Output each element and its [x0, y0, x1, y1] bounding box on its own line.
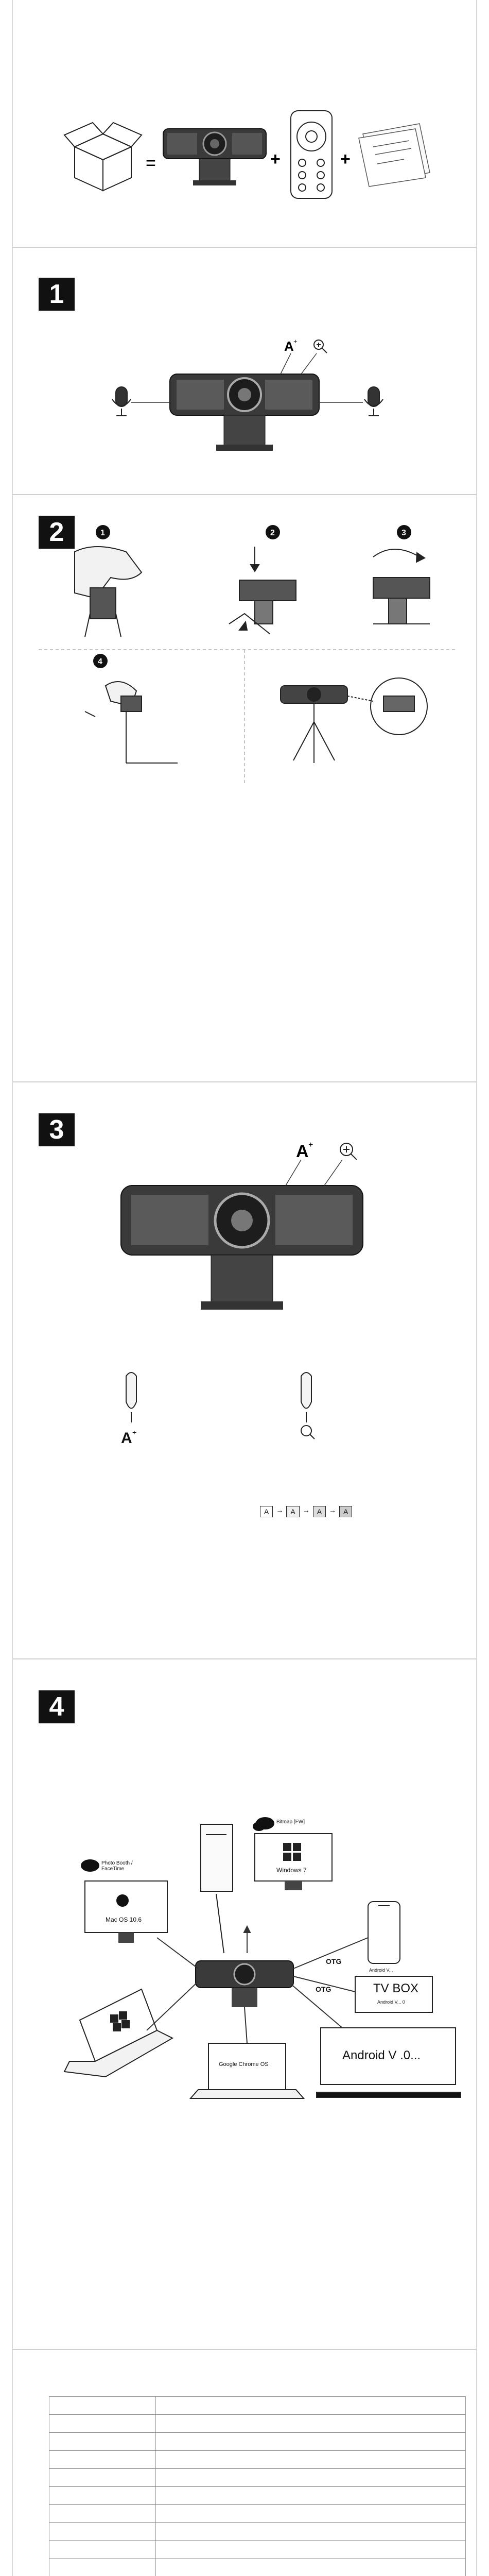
mac-monitor-icon [81, 1859, 167, 1943]
table-row [49, 2451, 466, 2469]
zoom-icon [314, 340, 327, 353]
mac-badge: Photo Booth / FaceTime [101, 1860, 133, 1872]
tvbox-sub: Android V... 0 [377, 1999, 405, 2005]
zoom-icon-2 [340, 1143, 357, 1160]
table-row [49, 2487, 466, 2505]
phone-label: Android V... [369, 1968, 393, 1973]
zoom-level-1: A [260, 1506, 273, 1517]
finger-press-autofocus [121, 1372, 136, 1447]
mac-label: Mac OS 10.6 [106, 1916, 142, 1923]
table-row [49, 2415, 466, 2433]
step-badge-4 [93, 654, 108, 668]
webcam-icon-controls [121, 1185, 363, 1310]
specifications-panel [12, 2349, 477, 2576]
android-tv-label: Android V .0... [342, 2048, 421, 2062]
specifications-table [49, 2396, 466, 2576]
section-number-2: 2 [39, 516, 75, 549]
zoom-level-4: A [339, 1506, 352, 1517]
manual-icon [359, 124, 430, 187]
cloud-icon [253, 1817, 274, 1831]
section-1-panel [12, 247, 477, 495]
webcam-icon-center [196, 1961, 293, 2007]
desktop-tower-icon [201, 1824, 233, 1953]
section-number-1: 1 [39, 278, 75, 311]
zoom-level-3: A [313, 1506, 326, 1517]
windows-monitor-icon [255, 1834, 332, 1890]
zoom-level-strip [260, 1506, 352, 1517]
package-contents-panel [12, 0, 477, 247]
compatibility-illustration [13, 1659, 476, 2350]
tripod-icon [281, 678, 427, 763]
finger-press-zoom [301, 1372, 315, 1439]
chrome-label: Google Chrome OS [219, 2061, 269, 2067]
plus-sign: + [270, 149, 281, 169]
chrome-laptop-icon [190, 2043, 304, 2098]
section-number-3: 3 [39, 1113, 75, 1146]
svg-text:2: 2 [270, 529, 275, 537]
microphone-icon-2 [364, 387, 383, 416]
webcam-icon-large [170, 374, 319, 451]
svg-text:3: 3 [401, 529, 406, 537]
remote-icon [291, 111, 332, 198]
table-row [49, 2469, 466, 2487]
svg-text:A: A [121, 1430, 132, 1447]
otg-label-2: OTG [316, 1985, 331, 1993]
svg-text:A: A [284, 338, 294, 354]
laptop-icon [64, 1989, 172, 2077]
svg-text:1: 1 [100, 529, 105, 537]
table-row [49, 2541, 466, 2559]
svg-text:+: + [132, 1428, 137, 1436]
arrow-3: → [329, 1506, 337, 1514]
svg-text:+: + [293, 337, 298, 345]
controls-illustration [13, 1082, 476, 1659]
step-3-drawing [373, 549, 430, 624]
microphone-icon [112, 387, 131, 416]
section-number-4: 4 [39, 1690, 75, 1723]
webcam-icon [163, 129, 266, 185]
table-row [49, 2559, 466, 2576]
arrow-1: → [276, 1506, 284, 1514]
svg-text:A: A [296, 1142, 309, 1161]
package-contents-illustration [13, 0, 476, 247]
plus-sign-2: + [340, 149, 351, 169]
table-row [49, 2433, 466, 2451]
svg-text:4: 4 [98, 657, 102, 666]
autofocus-icon-2 [296, 1141, 313, 1161]
windows-top-label: Windows 7 [276, 1867, 307, 1874]
svg-text:+: + [308, 1141, 313, 1149]
section-4-panel [12, 1659, 477, 2349]
arrow-2: → [302, 1506, 310, 1514]
step-2-drawing [229, 547, 296, 634]
table-row [49, 2523, 466, 2541]
phone-icon [368, 1902, 400, 1963]
table-row [49, 2505, 466, 2523]
table-row [49, 2397, 466, 2415]
webcam-front-illustration [13, 248, 476, 495]
step-badge-3 [397, 525, 411, 539]
step-badge-2 [266, 525, 280, 539]
autofocus-icon [284, 337, 298, 354]
tvbox-title: TV BOX [373, 1981, 419, 1995]
box-icon [64, 123, 142, 191]
step-1-drawing [75, 547, 142, 637]
section-2-panel [12, 495, 477, 1082]
equals-sign: = [146, 154, 156, 173]
windows-top-badge: Bitmap [FW] [276, 1819, 305, 1825]
otg-label-1: OTG [326, 1957, 342, 1965]
step-4-drawing [85, 682, 178, 763]
section-3-panel [12, 1082, 477, 1659]
zoom-level-2: A [286, 1506, 299, 1517]
mounting-steps-illustration [13, 495, 476, 1082]
step-badge-1 [96, 525, 110, 539]
